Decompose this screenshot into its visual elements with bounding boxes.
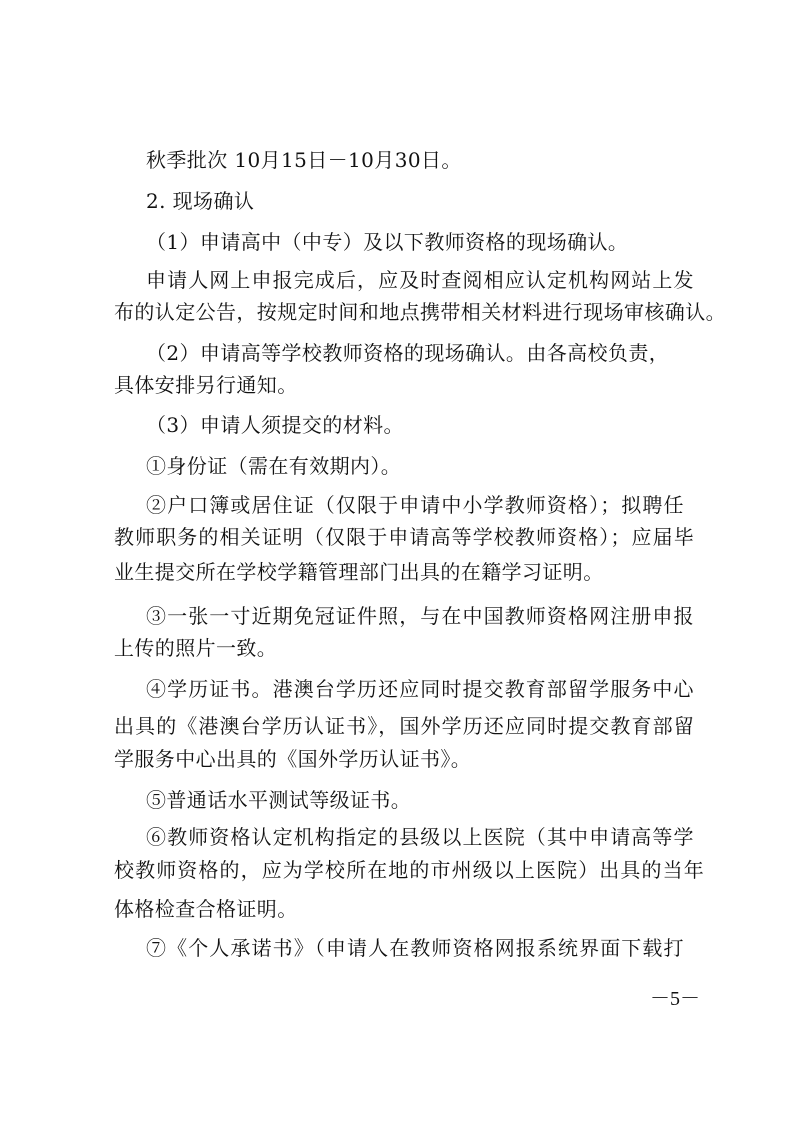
list-item: ⑥教师资格认定机构指定的县级以上医院（其中申请高等学	[146, 825, 695, 849]
list-item: ⑤普通话水平测试等级证书。	[146, 788, 412, 812]
list-item-continuation: 校教师资格的，应为学校所在地的市州级以上医院）出具的当年	[114, 858, 705, 882]
page-number: －5－	[650, 988, 700, 1010]
subsection-heading: （1）申请高中（中专）及以下教师资格的现场确认。	[146, 230, 629, 254]
list-item: ①身份证（需在有效期内）。	[146, 454, 402, 478]
list-item: ③一张一寸近期免冠证件照，与在中国教师资格网注册申报	[146, 604, 695, 628]
list-item-continuation: 上传的照片一致。	[114, 636, 278, 660]
paragraph-line: 具体安排另行通知。	[114, 373, 298, 397]
list-item: ⑦《个人承诺书》（申请人在教师资格网报系统界面下载打	[146, 936, 685, 960]
subsection-heading: （2）申请高等学校教师资格的现场确认。由各高校负责，	[146, 341, 670, 365]
list-item-continuation: 业生提交所在学校学籍管理部门出具的在籍学习证明。	[114, 560, 604, 584]
text-line: 秋季批次 10月15日－10月30日。	[146, 148, 462, 172]
list-item-continuation: 学服务中心出具的《国外学历认证书》。	[114, 747, 472, 771]
list-item-continuation: 体格检查合格证明。	[114, 897, 298, 921]
list-item: ②户口簿或居住证（仅限于申请中小学教师资格）；拟聘任	[146, 493, 685, 517]
list-item-continuation: 出具的《港澳台学历认证书》，国外学历还应同时提交教育部留	[114, 714, 695, 738]
paragraph-line: 布的认定公告，按规定时间和地点携带相关材料进行现场审核确认。	[114, 300, 726, 324]
list-item: ④学历证书。港澳台学历还应同时提交教育部留学服务中心	[146, 677, 695, 701]
list-item-continuation: 教师职务的相关证明（仅限于申请高等学校教师资格）；应届毕	[114, 525, 695, 549]
paragraph-line: 申请人网上申报完成后，应及时查阅相应认定机构网站上发	[146, 268, 695, 292]
section-heading: 2. 现场确认	[146, 189, 255, 213]
subsection-heading: （3）申请人须提交的材料。	[146, 413, 404, 437]
